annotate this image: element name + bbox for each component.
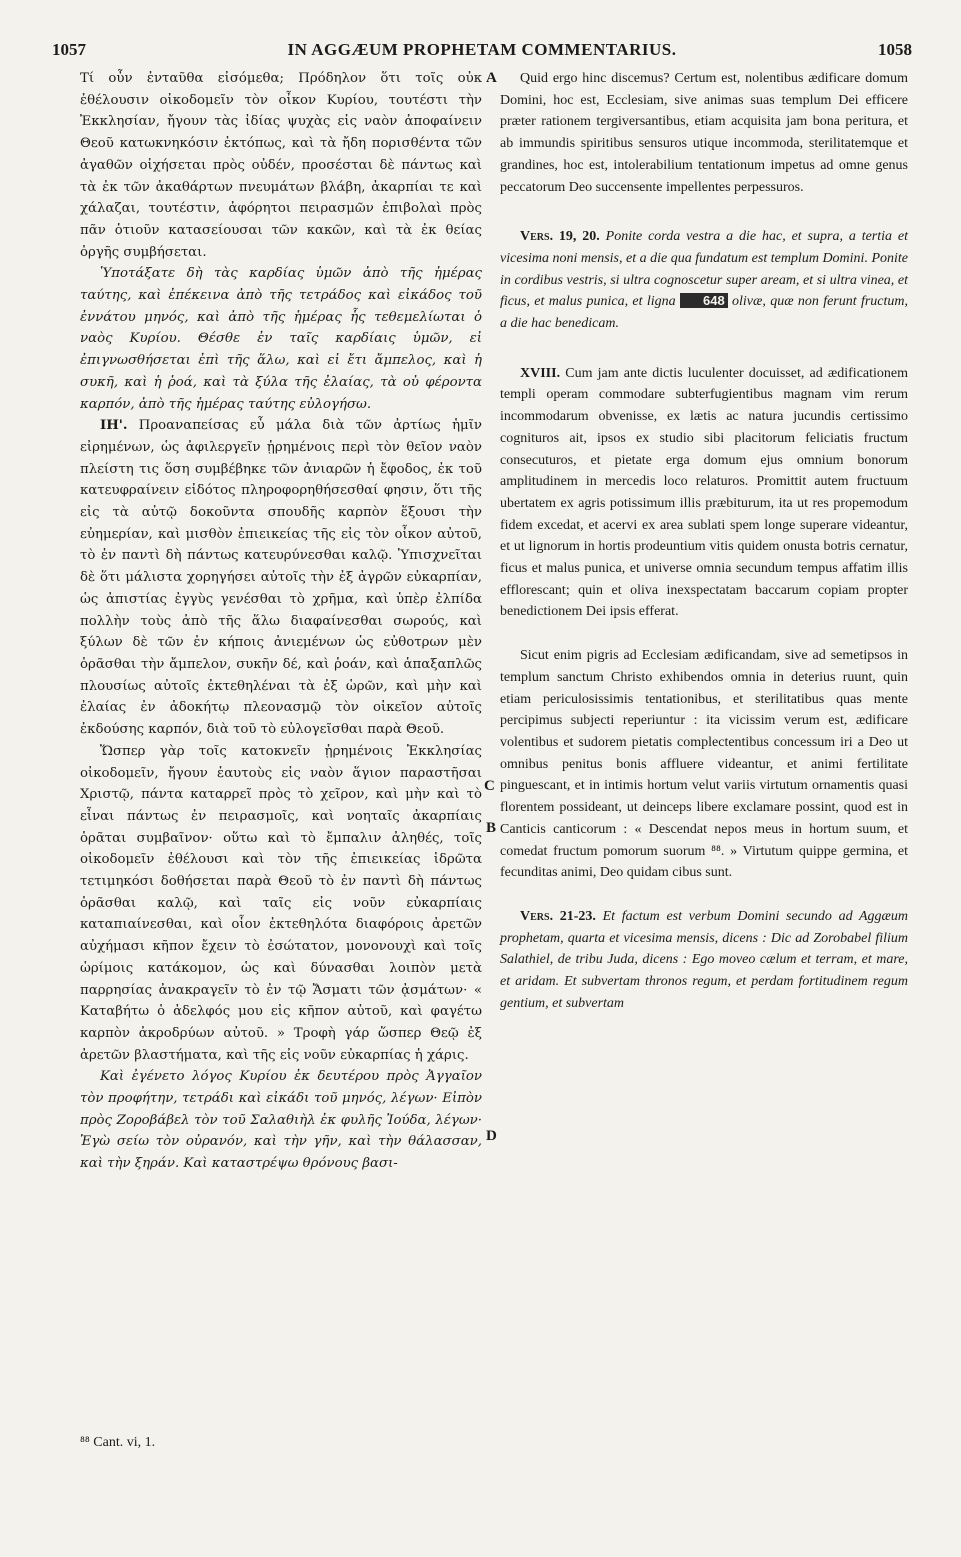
greek-scripture-verse: Ὑποτάξατε δὴ τὰς καρδίας ὑμῶν ἀπὸ τῆς ἡμέρας ταύτης, καὶ ἐπέκεινα ἀπὸ τῆς τετράδος καὶ εἰκάδος τοῦ ἐννάτου μηνός, καὶ ἀπὸ τῆς ἡμέρας ἧς τεθεμελίωται ὁ ναὸς Κυρίου. Θέσθε ἐν ταῖς καρδίαις ὑμῶν, εἰ ἐπιγνωσθήσεται ἐπὶ τῆς ἅλω, καὶ εἰ ἔτι ἄμπελος, καὶ ἡ συκῆ, καὶ ἡ ῥοά, καὶ τὰ ξύλα τῆς ἐλαίας, τὰ οὐ φέροντα καρπόν, ἀπὸ τῆς ἡμέρας ταύτης εὐλογήσω. (80, 266, 482, 412)
margin-marker-a: A (486, 70, 497, 86)
margin-marker-c: C (484, 778, 495, 794)
verse-text: Et factum est verbum Domini secundo ad Aggæum prophetam, quarta et vicesima mensis, dicens : Dic ad Zorobabel filium Salathiel, de tribu Juda, dicens : Ego moveo cælum et terram, et mare, et aridam. Et subvertam thronos regum, et perdam fortitudinem regum gentium, et subvertam (500, 908, 908, 1011)
margin-marker-d: D (486, 1128, 497, 1144)
column-number-badge: 648 (680, 293, 728, 308)
section-number: XVIII. (520, 365, 561, 381)
greek-paragraph-18 (80, 415, 482, 741)
greek-paragraph: Ὥσπερ γὰρ τοῖς κατοκνεῖν ᾑρημένοις Ἐκκλησίας οἰκοδομεῖν, ἤγουν ἑαυτοὺς εἰς ναὸν ἅγιον παραστῆσαι Χριστῷ, πάντα καταρρεῖ πρὸς τὸ χεῖρον, καὶ μὴν καὶ τὸ εἶναι πάντως ἐν πειρασμοῖς, καὶ νοηταῖς ἀκαρπίαις ὁρᾶται συμβαῖνον· οὕτω καὶ τὸ ἔμπαλιν ἀληθές, τοῖς οἰκοδομεῖν ἐθέλουσι καὶ τὸν τῆς ἐπιεικείας ἱδρῶτα τετιμηκόσι δοθήσεται παρὰ Θεοῦ τὸ ἐν παντὶ δὴ πάντως ὁρᾶσθαι καλῷ, καὶ ταῖς εἰς νοῦν εὐκαρπίαις καταπιαίνεσθαι, καὶ οἷον ἐκτεθηλότα διαφόροις ἀρετῶν αὐχήμασι κῆπον ἔχειν τὸ ἐσώτατον, μονονουχὶ καὶ τοῖς ὡρίμοις κατάκομον, ὡς καὶ δύνασθαι λοιπὸν μετὰ παρρησίας ἀνακραγεῖν τὸ ἐν τῷ Ἄσματι τῶν ᾀσμάτων· « Καταβήτω ὁ ἀδελφός μου εἰς κῆπον αὐτοῦ, καὶ φαγέτω καρπὸν ἀκροδρύων αὐτοῦ. » Τροφὴ γάρ ὥσπερ Θεῷ ἐξ ἀρετῶν βλαστήματα, καὶ τῆς εἰς νοῦν εὐκαρπίας ἡ χάρις. (80, 743, 482, 1063)
verse-text-cont: olivæ, quæ non ferunt fructum, a die hac benedicam. (500, 294, 909, 332)
page-number-right: 1058 (878, 40, 912, 59)
verse-text: Ponite corda vestra a die hac, et supra, a tertia et vicesima noni mensis, et a die qua fundatum est templum Domini. Ponite in cordibus vestris, si ultra cognoscetur super aream, et si ultra vinea, et ficus, et malus punica, et ligna (500, 229, 908, 310)
latin-paragraph: Quid ergo hinc discemus? Certum est, nolentibus ædificare domum Domini, hoc est, Ecclesiam, sive animas suas templum Dei efficere præter rationem tergiversantibus, etiam acquisita jam bona peritura, et ab immundis spiritibus sensuros utique incommoda, sterilitatemque et grandines, hoc est, intolerabilium tentationum impetus ad omne genus peccatorum Deo succensente impellentes perpessuros. (500, 71, 908, 195)
latin-paragraph-18 (500, 363, 908, 623)
greek-column (80, 68, 482, 1175)
greek-scripture-verse: Καὶ ἐγένετο λόγος Κυρίου ἐκ δευτέρου πρὸς Ἀγγαῖον τὸν προφήτην, τετράδι καὶ εἰκάδι τοῦ μηνός, λέγων· Εἰπὸν πρὸς Ζοροβάβελ τὸν τοῦ Σαλαθιὴλ ἐκ φυλῆς Ἰούδα, λέγων· Ἐγὼ σείω τὸν οὐρανόν, καὶ τὴν γῆν, καὶ τὴν θάλασσαν, καὶ τὴν ξηράν. Καὶ καταστρέψω θρόνους βασι- (80, 1069, 482, 1172)
page-number-left: 1057 (52, 40, 86, 59)
footnote: ⁸⁸ Cant. vi, 1. (80, 1435, 156, 1450)
greek-paragraph-text: Προαναπείσας εὖ μάλα διὰ τῶν ἀρτίως ἡμῖν εἰρημένων, ὡς ἀφιλεργεῖν ᾑρημένοις περὶ τὸν θεῖον ναὸν πλείστη τις ὅση συμβέβηκε τῶν ἀνιαρῶν ἡ ἔφοδος, ἐκ τοῦ κατευφραίνειν εἰδότος πληροφορηθήσεσθαί φησιν, ὅτι τῆς εἰς τὰ αὐτῷ δοκοῦντα σπουδῆς καρπὸν ἕξουσι τὴν εὐημερίαν, καὶ μισθὸν ἐπιεικείας τῆς εἰς τὸν οἶκον αὐτοῦ, τὸ ἐν παντὶ δὴ πάντως κατευρύνεσθαι καλῷ. Ὑπισχνεῖται δὲ ὅτι μάλιστα χορηγήσει αὐτοῖς τὴν ἐξ ἀγρῶν εὐκαρπίαν, ὡς ἀπιστίας ἐγγὺς γενέσθαι τὸ χρῆμα, καὶ ὑπὲρ ἐλπίδα πολλὴν τοὺς ἀπὸ τῆς ἅλω διαφαίνεσθαι σωρούς, καὶ ξύλων δὲ τῶν ἐν κήποις ἀνιεμένων ὡς εὐθοτρων μὲν ὁρᾶσθαι τὴν ἄμπελον, συκῆν δέ, καὶ ῥοάν, καὶ ἁπαξαπλῶς πλουσίως αὐτοῖς ἐκτεθηλέναι τὰ ἐξ ὡρῶν, καὶ μὴν καὶ ἐλαίας ἐν ἀδοκήτῳ πλεονασμῷ τὸν οἰκεῖον αὐτοῖς ἐκδούσης καρπόν, διὰ τοῦ τὸ εὐλογεῖσθαι παρὰ Θεοῦ. (80, 418, 482, 738)
page-header (52, 40, 912, 66)
running-title: IN AGGÆUM PROPHETAM COMMENTARIUS. (287, 40, 677, 59)
verse-label: Vers. 21-23. (520, 908, 596, 924)
section-number: ΙΗ'. (100, 418, 128, 434)
verse-label: Vers. 19, 20. (520, 229, 600, 245)
latin-paragraph-text: Cum jam ante dictis luculenter docuisset, ad ædificationem templi operam commodare subterfugientibus magnam vim rerum incommodarum obvenisse, ex lætis ac natura jucundis certissimo cognituros ait, ipsos ex studio sibi placitorum feliciatis fructum consecuturos, et pietate erga domum ejus omnium bonorum amplitudinem in mercedis loco relaturos. Promittit autem fructuum ubertatem ex agris potissimum illis præbiturum, ita ut res propemodum fidem excedat, et acervi ex area sublati spem longe superare videantur, et ut lignorum in hortis prodeuntium vitis quidem onusta botris cernatur, ficus et malus punica, et universe omnia secundum tempus affatim illis efflorescant; quin et oliva inexspectatam baccarum copiam propter benedictionem Dei ipsis efferat. (500, 365, 909, 620)
latin-column (500, 68, 908, 1014)
latin-verse-21-23 (500, 906, 908, 1015)
greek-paragraph: Τί οὖν ἐνταῦθα εἰσόμεθα; Πρόδηλον ὅτι τοῖς οὐκ ἐθέλουσιν οἰκοδομεῖν τὸν οἶκον Κυρίου, τουτέστι τὴν Ἐκκλησίαν, ἤγουν τὰς ἰδίας ψυχὰς εἰς ναὸν ἀποφαίνειν Θεοῦ κατωκνηκόσιν ἐκτόπως, καὶ τὰ ἤδη πορισθέντα τῶν ἀγαθῶν οἰχήσεται πρὸς οὐδέν, προσέσται δὲ πάντως καὶ τὰ ἐκ τῶν ἀκαθάρτων πνευμάτων βλάβη, ἀκαρπίαι τε καὶ χάλαζαι, τουτέστιν, ἀφόρητοι πειρασμῶν ἐπιβολαὶ πρὸς πᾶν ὁτιοῦν κατασείουσαι τῶν κακῶν, καὶ τὰ ἐκ θείας ὀργῆς συμβήσεται. (80, 71, 482, 260)
latin-paragraph: Sicut enim pigris ad Ecclesiam ædificandam, sive ad semetipsos in templum sanctum Christo exhibendos omnia in deterius ruunt, quin etiam periculosissimis tentationibus, et sterilitatibus quas mente percipimus subjecti reperiuntur : ita vicissim verum est, ædificare volentibus et sudorem pietatis complectentibus concessum iri a Deo ut omnibus penitus bonis affluere videantur, et animi fertilitate pinguescant, et in intimis hortum velut variis virtutum ornamentis quasi florentem possideant, ut deinceps libere exclamare possint, quod est in Canticis canticorum : « Descendat nepos meus in hortum suum, et comedat fructum pomorum suorum ⁸⁸. » Virtutum quippe germina, et fecunditas animi, Deo quidam cibus sunt. (500, 648, 908, 881)
margin-marker-b: B (486, 820, 497, 836)
latin-verse-19-20 (500, 226, 908, 335)
